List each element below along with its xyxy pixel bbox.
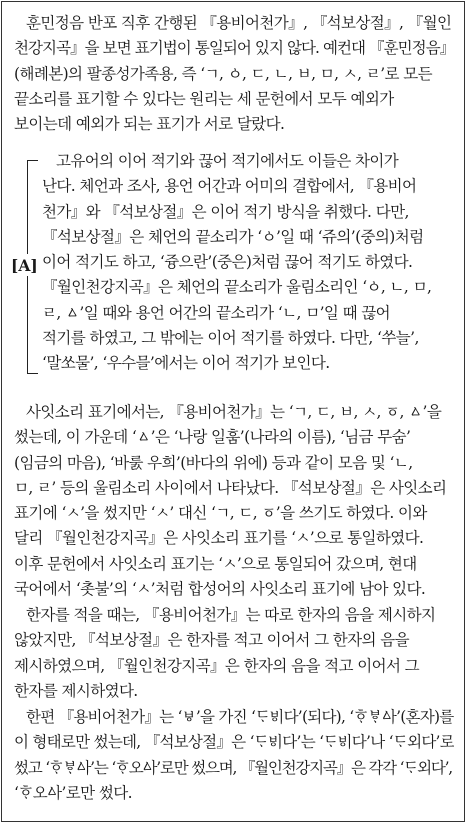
paragraph-3 — [14, 603, 454, 704]
text-line: 한자를 제시하였다. — [14, 681, 138, 700]
text-line: 썼는데, 이 가운데 ‘ㅿ’은 ‘나랑 일훔’(나라의 이름), ‘님금 무숨’ — [14, 428, 411, 447]
text-line: 썼고 ‘ᄒᆞᄫᆞᅀᅡ’는 ‘ᄒᆞ오ᅀᅡ’로만 썼으며, 『월인천강지곡』은 각각 ‘ᄃᆞ외다’, — [14, 758, 453, 777]
text-line: 이후 문헌에서 사잇소리 표기는 ‘ㅅ’으로 통일되어 갔으며, 현대 — [14, 554, 417, 573]
text-line: ‘말쏘물’, ‘우수믈’에서는 이어 적기가 보인다. — [42, 354, 330, 373]
text-line: 천가』와 『석보상절』은 이어 적기 방식을 취했다. 다만, — [42, 202, 409, 221]
text-line: 이어 적기도 하고, ‘즁으란’(중은)처럼 끊어 적기도 하였다. — [42, 253, 413, 272]
text-line: 사잇소리 표기에서는, 『용비어천가』는 ‘ㄱ, ㄷ, ㅂ, ㅅ, ㆆ, ㅿ’을 — [26, 403, 442, 421]
text-line: 표기에 ‘ㅅ’을 썼지만 ‘ㅅ’ 대신 ‘ㄱ, ㄷ, ㆆ’을 쓰기도 하였다. 이와 — [14, 504, 427, 523]
section-a-label: [A] — [11, 256, 38, 275]
document-page — [1, 1, 465, 822]
paragraph-2 — [14, 400, 454, 602]
text-line: 『월인천강지곡』은 체언의 끝소리가 울림소리인 ‘ㆁ, ㄴ, ㅁ, — [42, 278, 432, 297]
text-line: 고유어의 이어 적기와 끊어 적기에서도 이들은 차이가 — [56, 152, 399, 170]
paragraph-1 — [14, 11, 454, 137]
text-line: (임금의 마음), ‘바룴 우희’(바다의 위에) 등과 같이 모음 및 ‘ㄴ, — [14, 453, 413, 472]
text-line: 국어에서 ‘촛불’의 ‘ㅅ’처럼 합성어의 사잇소리 표기에 남아 있다. — [14, 580, 426, 599]
text-line: 이 형태로만 썼는데, 『석보상절』은 ‘ᄃᆞᄫᅵ다’는 ‘ᄃᆞᄫᅵ다’나 ‘ᄃᆞ외다’로 — [14, 733, 454, 752]
text-line: 제시하였으며, 『월인천강지곡』은 한자의 음을 적고 이어서 그 — [14, 656, 420, 675]
text-line: 보이는데 예외가 되는 표기가 서로 달랐다. — [14, 115, 285, 134]
text-line: 끝소리를 표기할 수 있다는 원리는 세 문헌에서 모두 예외가 — [14, 89, 394, 108]
text-line: 적기를 하였고, 그 밖에는 이어 적기를 하였다. 다만, ‘쑤늘’, — [42, 329, 419, 348]
text-line: ㅁ, ㄹ’ 등의 울림소리 사이에서 나타났다. 『석보상절』은 사잇소리 — [14, 478, 447, 497]
section-a-bracket-bottom — [27, 276, 38, 374]
paragraph-4 — [14, 705, 454, 806]
section-a-text — [42, 149, 454, 377]
section-a-bracket-top — [27, 160, 38, 254]
text-line: 『석보상절』은 체언의 끝소리가 ‘ㆁ’일 때 ‘쥬의’(중의)처럼 — [42, 227, 424, 246]
text-line: 난다. 체언과 조사, 용언 어간과 어미의 결합에서, 『용비어 — [42, 177, 417, 196]
text-line: 달리 『월인천강지곡』은 사잇소리 표기를 ‘ㅅ’으로 통일하였다. — [14, 529, 424, 548]
text-line: 않았지만, 『석보상절』은 한자를 적고 이어서 그 한자의 음을 — [14, 631, 409, 650]
text-line: 훈민정음 반포 직후 간행된 『용비어천가』, 『석보상절』, 『월인 — [26, 14, 452, 32]
text-line: (해례본)의 팔종성가족용, 즉 ‘ㄱ, ㆁ, ㄷ, ㄴ, ㅂ, ㅁ, ㅅ, ㄹ’로 모든 — [14, 64, 432, 83]
text-line: ‘ᄒᆞ오ᅀᅡ’로만 썼다. — [14, 783, 132, 802]
text-line: 천강지곡』을 보면 표기법이 통일되어 있지 않다. 예컨대 『훈민정음』 — [14, 39, 454, 58]
text-line: ㄹ, ㅿ’일 때와 용언 어간의 끝소리가 ‘ㄴ, ㅁ’일 때 끊어 — [42, 303, 391, 322]
text-line: 한자를 적을 때는, 『용비어천가』는 따로 한자의 음을 제시하지 — [26, 606, 436, 624]
text-line: 한편 『용비어천가』는 ‘ㅸ’을 가진 ‘ᄃᆞᄫᅵ다’(되다), ‘ᄒᆞᄫᆞᅀᅡ’(혼자)를 — [26, 708, 454, 726]
